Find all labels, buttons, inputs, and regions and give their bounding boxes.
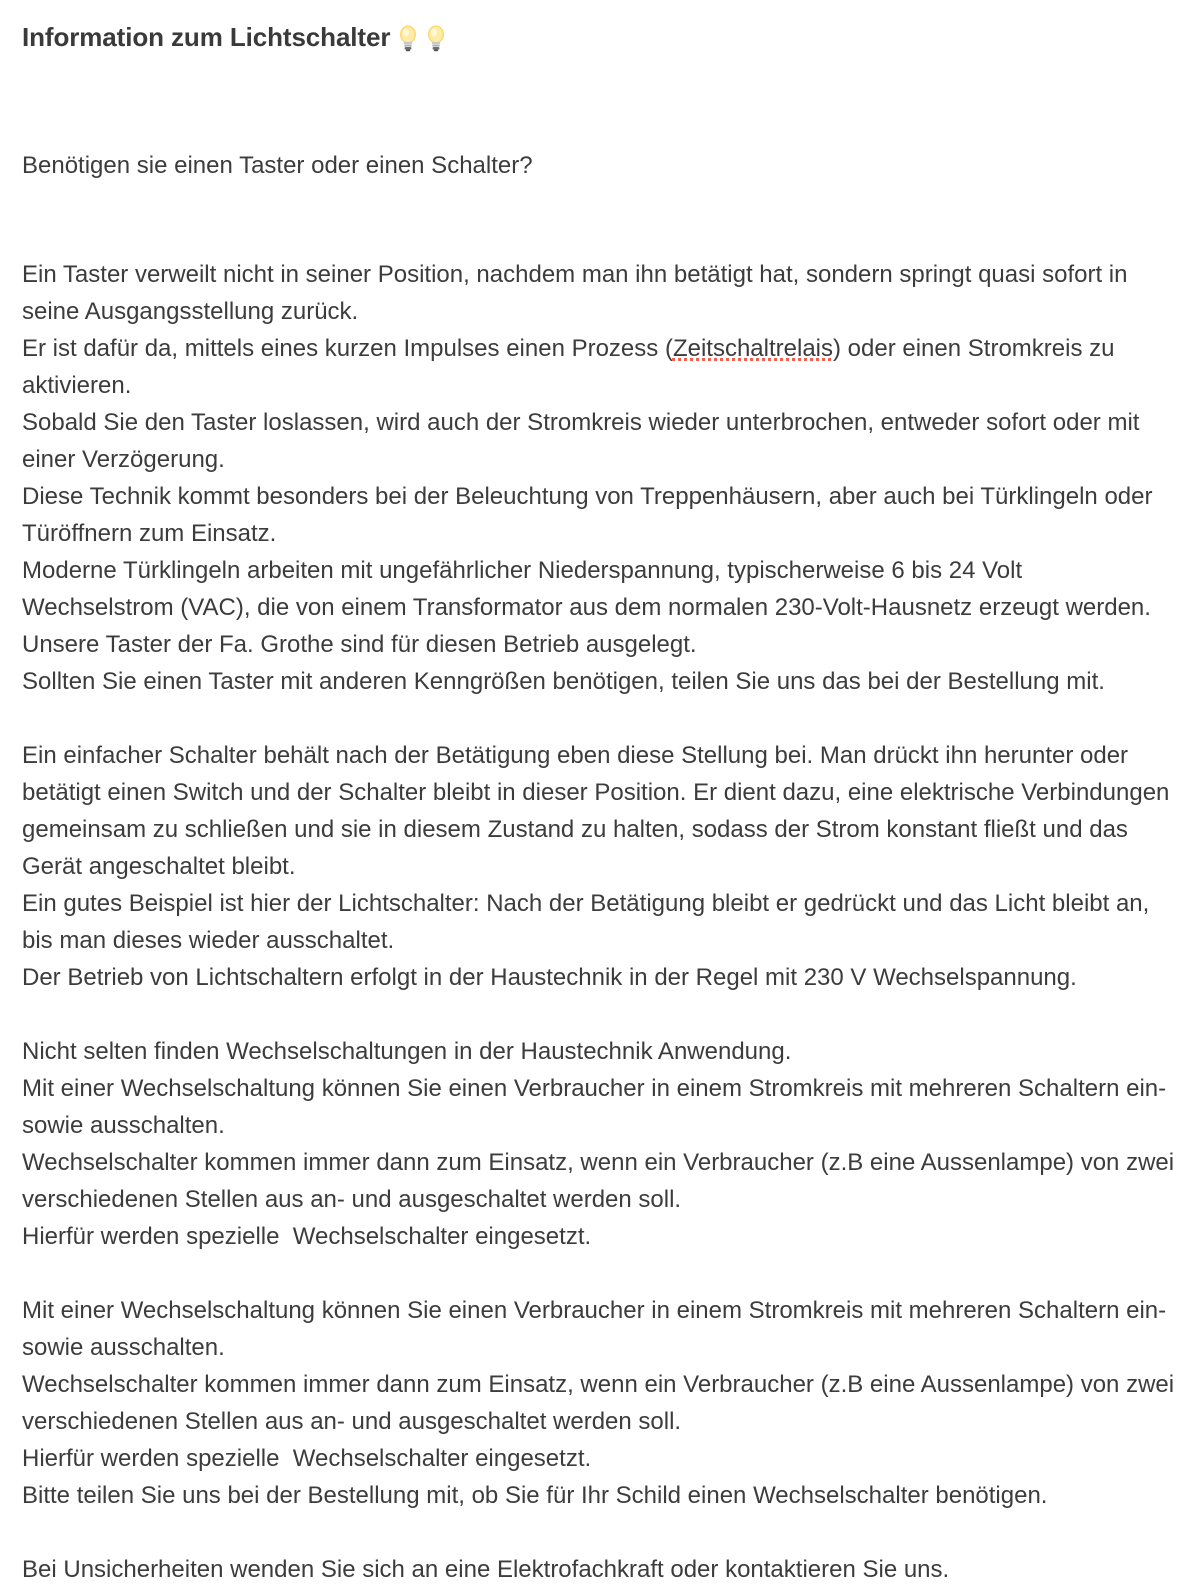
paragraph-wechselschaltung-1 — [22, 996, 1181, 1255]
paragraph-line: Wechselschalter kommen immer dann zum Einsatz, wenn ein Verbraucher (z.B eine Aussenlampe) von zwei verschiedenen Stellen aus an- und ausgeschaltet werden soll. — [22, 1149, 1181, 1213]
paragraph-line: Sollten Sie einen Taster mit anderen Kenngrößen benötigen, teilen Sie uns das bei der Bestellung mit. — [22, 668, 1105, 695]
light-bulb-icon — [426, 24, 446, 52]
paragraph-schalter — [22, 700, 1178, 996]
line-text-before: Er ist dafür da, mittels eines kurzen Impulses einen Prozess ( — [22, 335, 673, 362]
paragraph-line: Sobald Sie den Taster loslassen, wird auch der Stromkreis wieder unterbrochen, entweder sofort oder mit einer Verzögerung. — [22, 409, 1147, 473]
paragraph-line: Ein einfacher Schalter behält nach der Betätigung eben diese Stellung bei. Man drückt ihn herunter oder betätigt einen Switch und der Schalter bleibt in dieser Position. Er dient dazu, eine elektrische Verbindungen gemeinsam zu schließen und sie in diesem Zustand zu halten, sodass der Strom konstant fließt und das Gerät angeschaltet bleibt. — [22, 742, 1177, 880]
paragraph-wechselschaltung-2 — [22, 1255, 1181, 1514]
paragraph-line-with-spellcheck — [22, 330, 1178, 404]
spellcheck-word[interactable]: Zeitschaltrelais — [672, 335, 834, 362]
line-text-after: ) oder einen Stromkreis zu aktivieren. — [22, 335, 1122, 399]
paragraph-line: Ein Taster verweilt nicht in seiner Position, nachdem man ihn betätigt hat, sondern springt quasi sofort in seine Ausgangsstellung zurück. — [22, 261, 1135, 325]
page-title-text: Information zum Lichtschalter — [22, 22, 391, 52]
paragraph-line: Nicht selten finden Wechselschaltungen in der Haustechnik Anwendung. — [22, 1038, 792, 1065]
paragraph-line: Moderne Türklingeln arbeiten mit ungefährlicher Niederspannung, typischerweise 6 bis 24 Volt Wechselstrom (VAC), die von einem Transformator aus dem normalen 230-Volt-Hausnetz erzeugt werden. — [22, 557, 1151, 621]
paragraph-line: Bei Unsicherheiten wenden Sie sich an eine Elektrofachkraft oder kontaktieren Sie uns. — [22, 1556, 950, 1583]
paragraph-line: Diese Technik kommt besonders bei der Beleuchtung von Treppenhäusern, aber auch bei Türklingeln oder Türöffnern zum Einsatz. — [22, 483, 1159, 547]
paragraph-line: Bitte teilen Sie uns bei der Bestellung mit, ob Sie für Ihr Schild einen Wechselschalter benötigen. — [22, 1482, 1048, 1509]
paragraph-line: Mit einer Wechselschaltung können Sie einen Verbraucher in einem Stromkreis mit mehreren Schaltern ein- sowie ausschalten. — [22, 1297, 1173, 1361]
paragraph-line: Unsere Taster der Fa. Grothe sind für diesen Betrieb ausgelegt. — [22, 631, 697, 658]
paragraph-closing — [22, 1514, 1178, 1588]
paragraph-line: Der Betrieb von Lichtschaltern erfolgt in der Haustechnik in der Regel mit 230 V Wechselspannung. — [22, 964, 1077, 991]
intro-question: Benötigen sie einen Taster oder einen Schalter? — [22, 152, 533, 179]
page-title — [22, 0, 1178, 54]
paragraph-line: Hierfür werden spezielle Wechselschalter eingesetzt. — [22, 1445, 592, 1472]
paragraph-line: Hierfür werden spezielle Wechselschalter eingesetzt. — [22, 1223, 592, 1250]
paragraph-line: Ein gutes Beispiel ist hier der Lichtschalter: Nach der Betätigung bleibt er gedrückt und das Licht bleibt an, bis man dieses wieder ausschaltet. — [22, 890, 1156, 954]
light-bulb-icon — [398, 24, 418, 52]
paragraph-line: Wechselschalter kommen immer dann zum Einsatz, wenn ein Verbraucher (z.B eine Aussenlampe) von zwei verschiedenen Stellen aus an- und ausgeschaltet werden soll. — [22, 1371, 1181, 1435]
paragraph-line: Mit einer Wechselschaltung können Sie einen Verbraucher in einem Stromkreis mit mehreren Schaltern ein- sowie ausschalten. — [22, 1075, 1173, 1139]
paragraph-taster — [22, 184, 1178, 700]
